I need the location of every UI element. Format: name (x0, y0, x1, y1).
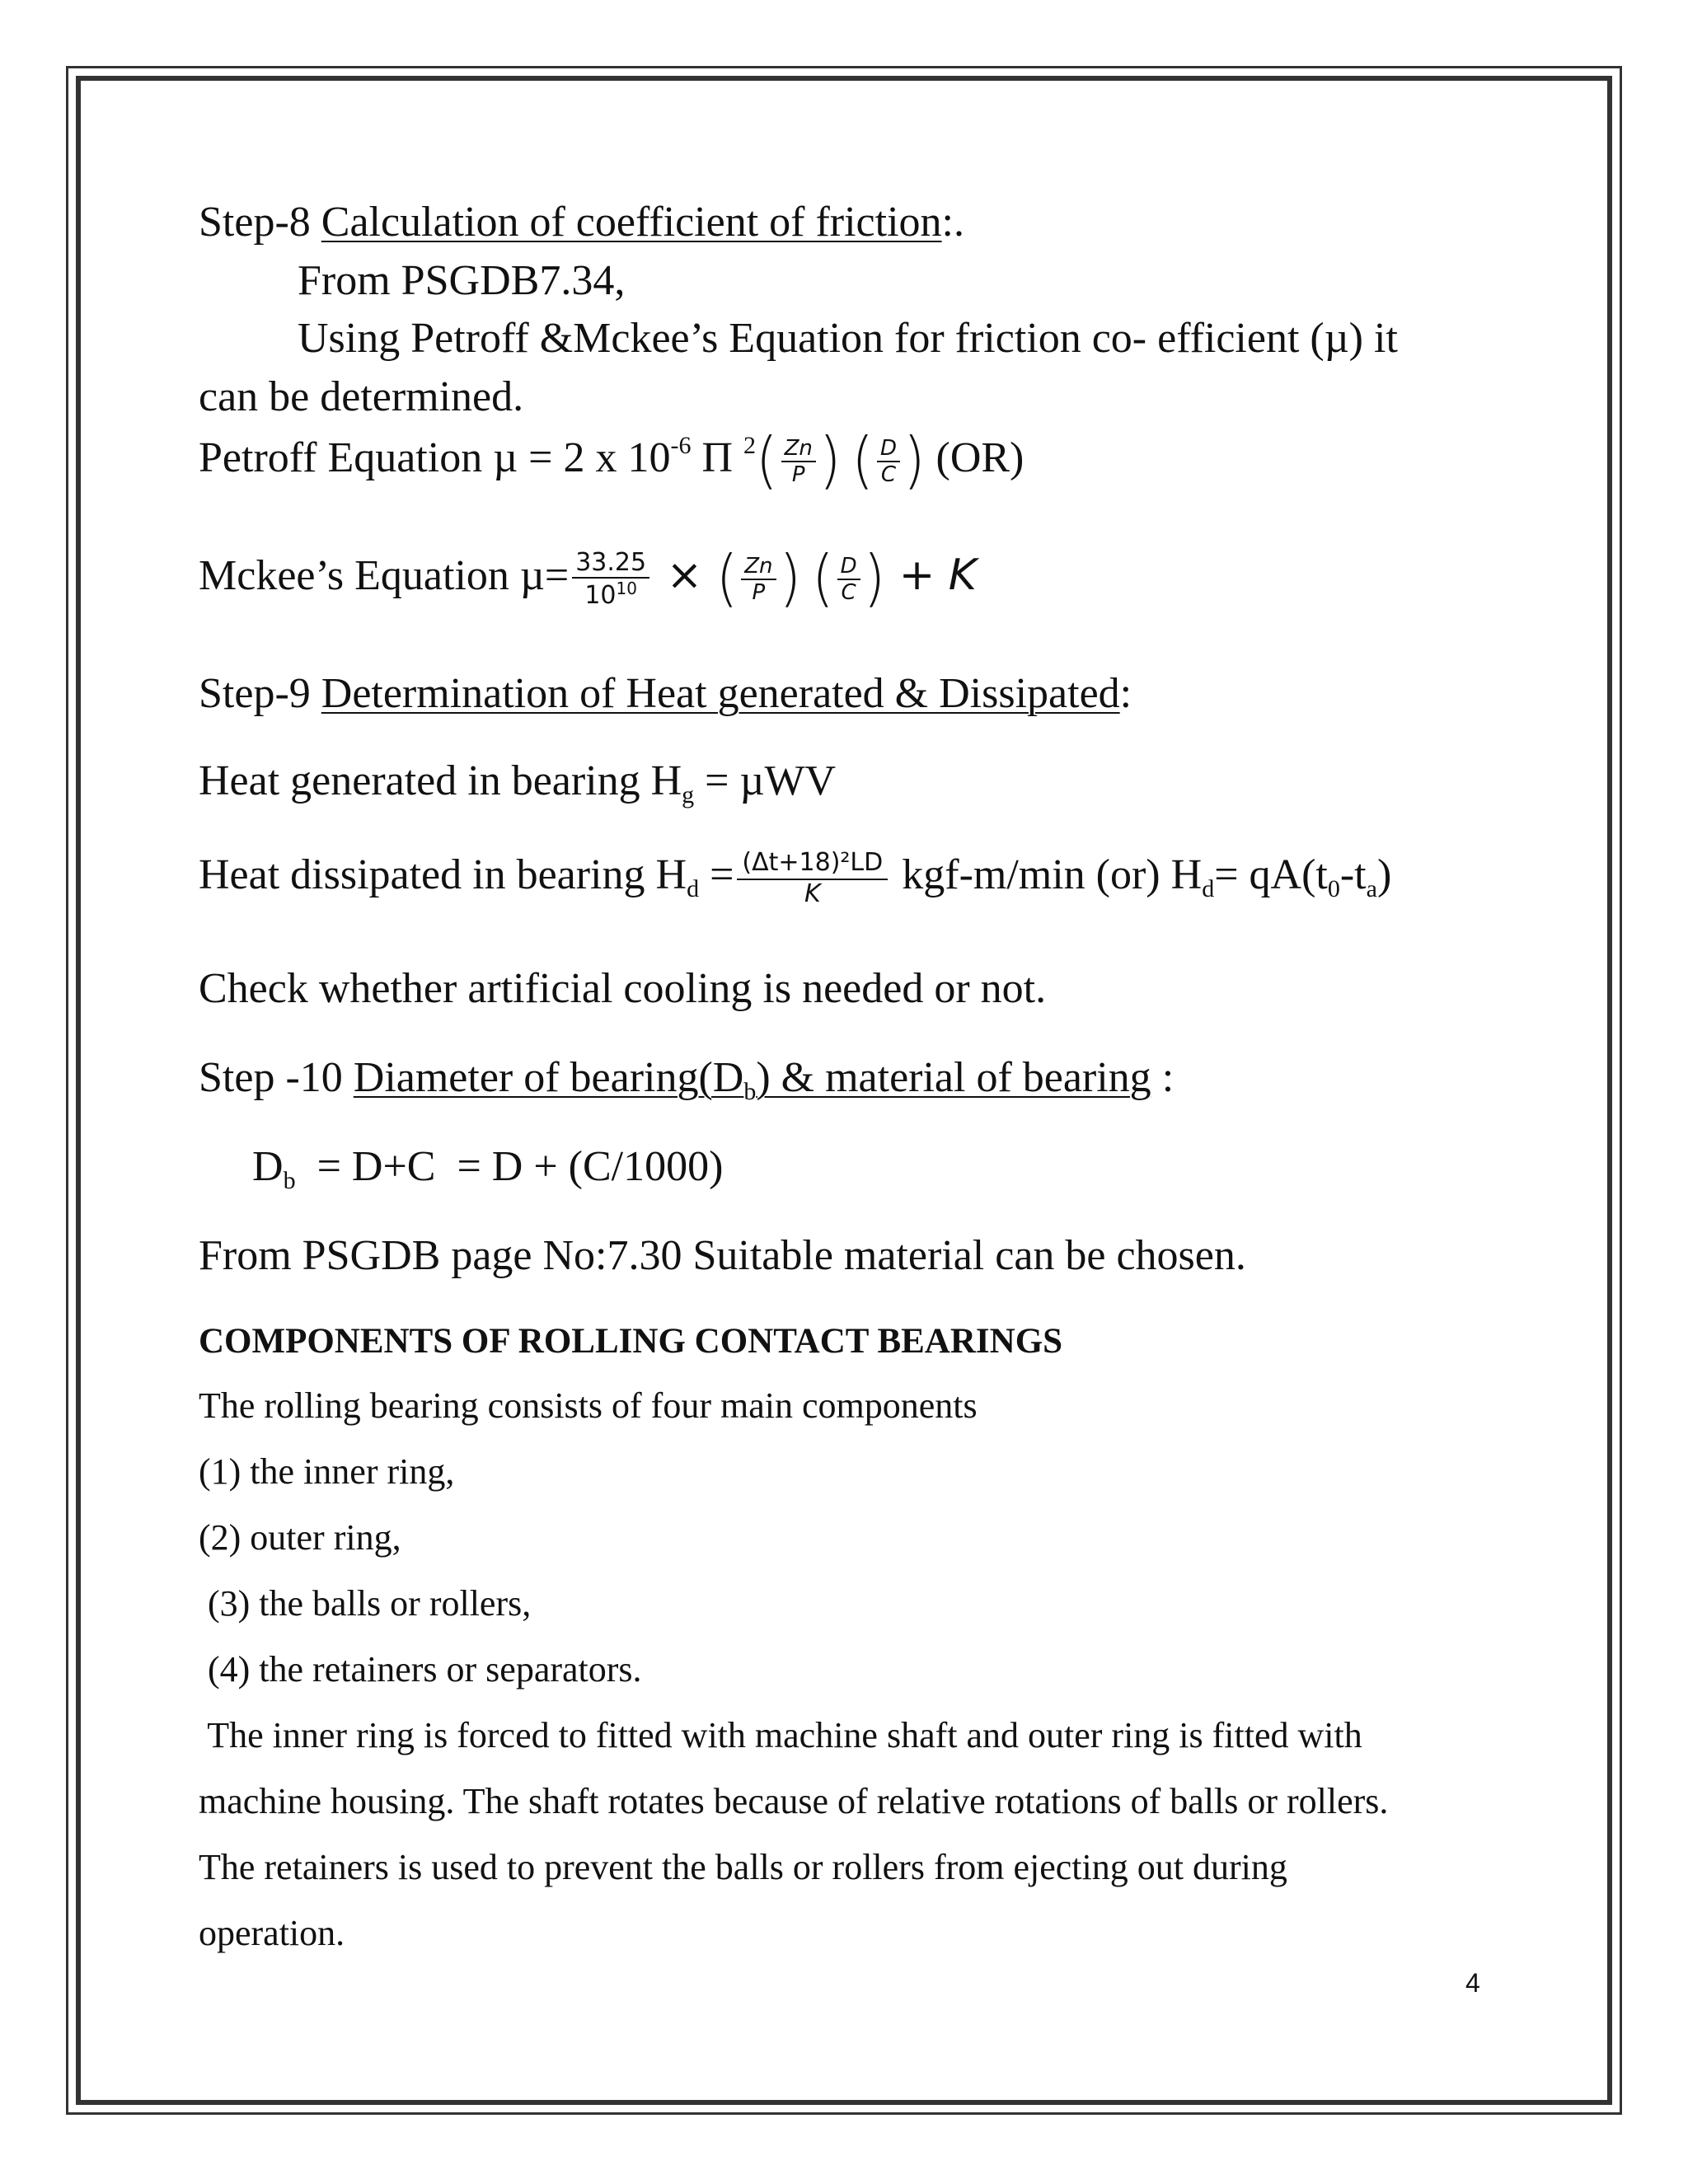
step10-label: Step -10 (199, 1054, 354, 1101)
mckee-suffix: + K (885, 550, 977, 600)
paragraph-line: The inner ring is forced to fitted with machine shaft and outer ring is fitted with (199, 1715, 1362, 1755)
heat-diss-formula-2: = qA(t (1214, 851, 1328, 898)
petroff-f2-numerator: D (877, 438, 900, 462)
petroff-fraction-zn-p (781, 438, 816, 485)
db-subscript: b (283, 1167, 296, 1194)
heat-diss-subscript-ta: a (1366, 874, 1377, 902)
heat-diss-close: ) (1376, 851, 1392, 898)
mckee-den-exponent: 10 (616, 579, 637, 598)
step10-title-suffix: : (1151, 1054, 1175, 1101)
heat-diss-equals: = (699, 851, 734, 898)
step9-label: Step-9 (199, 670, 321, 717)
components-intro: The rolling bearing consists of four main components (199, 1385, 978, 1426)
list-item: (4) the retainers or separators. (199, 1649, 642, 1690)
mckee-f1-denominator: P (752, 580, 766, 605)
paren-close: ) (818, 425, 842, 497)
list-item: (2) outer ring, (199, 1517, 401, 1558)
mckee-fraction-zn-p (741, 555, 776, 603)
step8-title: Calculation of coefficient of friction (321, 199, 942, 246)
heat-diss-subscript: d (687, 874, 700, 902)
paragraph-line: machine housing. The shaft rotates because of relative rotations of balls or rollers. (199, 1781, 1389, 1821)
step8-label: Step-8 (199, 199, 321, 246)
step9-title: Determination of Heat generated & Dissipated (321, 670, 1120, 717)
step10-title (353, 1054, 1151, 1105)
db-equation (252, 1143, 724, 1194)
mckee-equation (199, 543, 977, 615)
petroff-f1-denominator: P (791, 462, 805, 487)
heat-diss-numerator: (Δt+18)²LD (737, 851, 888, 880)
heat-diss-prefix: Heat dissipated in bearing H (199, 851, 687, 898)
heat-diss-mid: kgf-m/min (or) H (891, 851, 1203, 898)
check-cooling-line: Check whether artificial cooling is needed or not. (199, 965, 1047, 1012)
heat-gen-subscript: g (682, 781, 695, 808)
heat-diss-dash: -t (1339, 851, 1367, 898)
mckee-f1-numerator: Zn (741, 555, 776, 580)
psgdb-material-line: From PSGDB page No:7.30 Suitable material can be chosen. (199, 1232, 1246, 1279)
paren-close: ) (779, 543, 802, 615)
petroff-f2-denominator: C (880, 462, 897, 487)
page-number: 4 (1465, 1968, 1480, 1998)
paragraph-line: operation. (199, 1913, 345, 1953)
step9-title-suffix: : (1119, 670, 1132, 717)
paren-close: ) (903, 425, 926, 497)
heat-diss-subscript-t0: 0 (1327, 874, 1340, 902)
mckee-f2-numerator: D (837, 555, 860, 580)
mckee-denominator (572, 579, 649, 608)
db-prefix: D (252, 1143, 284, 1190)
petroff-pi: Π (691, 434, 744, 481)
heat-gen-suffix: = µWV (694, 757, 837, 804)
heat-diss-subscript-2: d (1202, 874, 1215, 902)
step10-title-a: Diameter of bearing(D (353, 1054, 744, 1101)
step8-title-suffix: :. (941, 199, 964, 246)
heat-generated-line (199, 757, 837, 808)
petroff-fraction-d-c (877, 438, 900, 485)
heat-diss-fraction (737, 848, 888, 908)
list-item: (1) the inner ring, (199, 1451, 455, 1492)
mckee-f2-denominator: C (841, 580, 856, 605)
mckee-fraction-constant (572, 548, 649, 610)
mckee-numerator: 33.25 (572, 551, 649, 579)
mckee-den-base: 10 (584, 581, 617, 610)
mckee-times: × (653, 550, 716, 600)
paren-open: ( (756, 425, 778, 497)
paren-open: ( (812, 543, 834, 615)
heat-gen-prefix: Heat generated in bearing H (199, 757, 682, 804)
paragraph-line: The retainers is used to prevent the balls or rollers from ejecting out during (199, 1847, 1287, 1887)
step10-title-subscript: b (743, 1078, 757, 1105)
petroff-suffix: (OR) (925, 434, 1025, 481)
step8-line3: can be determined. (199, 373, 524, 420)
step10-heading (199, 1054, 1175, 1105)
heat-diss-denominator: K (804, 879, 821, 908)
db-suffix: = D+C = D + (C/1000) (295, 1143, 724, 1190)
step9-heading (199, 670, 1132, 717)
petroff-equation (199, 425, 1025, 497)
mckee-fraction-d-c (837, 555, 860, 603)
paren-open: ( (851, 425, 874, 497)
mckee-prefix: Mckee’s Equation µ= (199, 551, 570, 599)
step8-line1: From PSGDB7.34, (298, 257, 626, 304)
petroff-exponent: -6 (670, 431, 692, 459)
paren-open: ( (715, 543, 738, 615)
step8-heading (199, 201, 964, 244)
components-heading: COMPONENTS OF ROLLING CONTACT BEARINGS (199, 1322, 1063, 1361)
petroff-f1-numerator: Zn (781, 438, 816, 462)
step10-title-b: ) & material of bearing (756, 1054, 1151, 1101)
paren-close: ) (863, 543, 886, 615)
petroff-prefix: Petroff Equation µ = 2 x 10 (199, 434, 671, 481)
step8-line2: Using Petroff &Mckee’s Equation for friction co- efficient (µ) it (298, 315, 1398, 362)
heat-dissipated-line (199, 848, 1392, 908)
petroff-pi-exponent: 2 (743, 431, 757, 459)
list-item: (3) the balls or rollers, (199, 1583, 532, 1624)
